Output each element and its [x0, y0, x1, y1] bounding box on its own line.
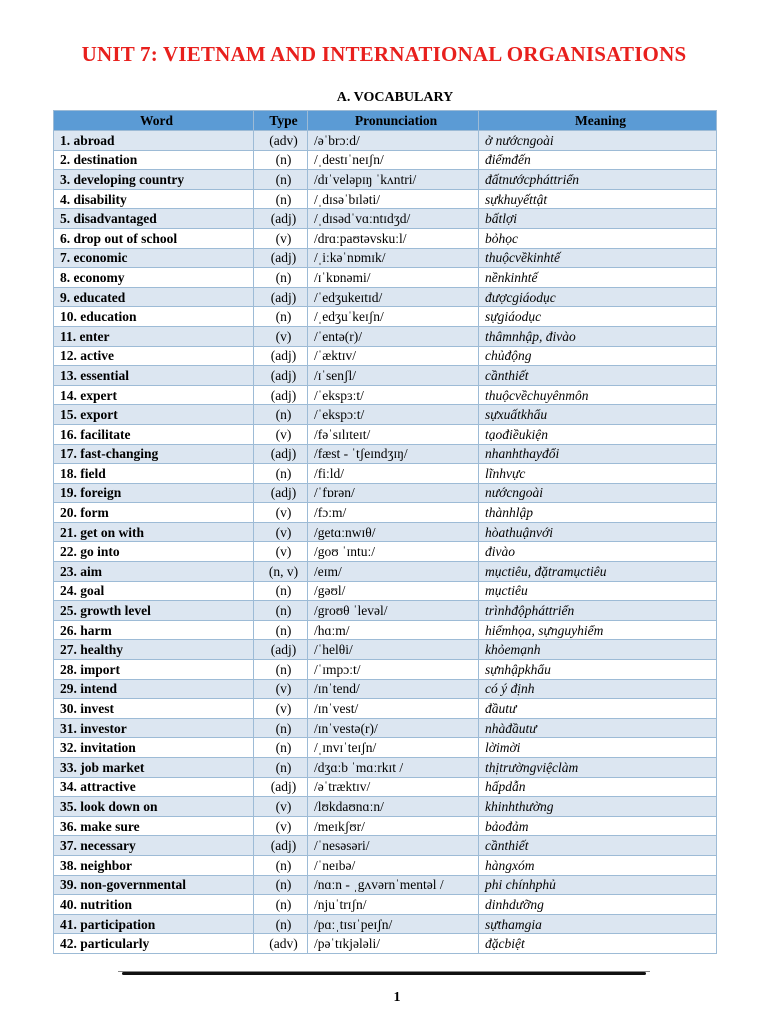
pronunciation-cell: /hɑːm/: [308, 620, 479, 640]
header-pronunciation: Pronunciation: [308, 111, 479, 131]
pronunciation-cell: /drɑːpaʊtəvskuːl/: [308, 228, 479, 248]
meaning-cell: sựkhuyếttật: [479, 189, 717, 209]
meaning-cell: hiểmhọa, sựnguyhiểm: [479, 620, 717, 640]
pronunciation-cell: /fiːld/: [308, 464, 479, 484]
table-row: [54, 581, 717, 601]
vocabulary-rows: [54, 131, 717, 954]
table-row: [54, 934, 717, 954]
pronunciation-cell: /dɪˈveləpɪŋ ˈkʌntri/: [308, 170, 479, 190]
pronunciation-cell: /ˈɪmpɔːt/: [308, 660, 479, 680]
meaning-cell: lờimời: [479, 738, 717, 758]
word-cell: 9. educated: [54, 287, 254, 307]
word-cell: 13. essential: [54, 366, 254, 386]
type-cell: (v): [254, 522, 308, 542]
word-cell: 29. intend: [54, 679, 254, 699]
word-cell: 12. active: [54, 346, 254, 366]
word-cell: 10. education: [54, 307, 254, 327]
word-cell: 31. investor: [54, 718, 254, 738]
meaning-cell: thànhlập: [479, 503, 717, 523]
table-row: [54, 522, 717, 542]
type-cell: (adj): [254, 836, 308, 856]
table-row: [54, 777, 717, 797]
pronunciation-cell: /pəˈtɪkjələli/: [308, 934, 479, 954]
pronunciation-cell: /ˈentə(r)/: [308, 326, 479, 346]
pronunciation-cell: /əˈtræktɪv/: [308, 777, 479, 797]
meaning-cell: bấtlợi: [479, 209, 717, 229]
pronunciation-cell: /fəˈsɪlɪteɪt/: [308, 424, 479, 444]
meaning-cell: chủđộng: [479, 346, 717, 366]
meaning-cell: dinhdưỡng: [479, 895, 717, 915]
pronunciation-cell: /ˈæktɪv/: [308, 346, 479, 366]
type-cell: (n): [254, 307, 308, 327]
header-type: Type: [254, 111, 308, 131]
meaning-cell: thâmnhập, đivào: [479, 326, 717, 346]
type-cell: (n): [254, 914, 308, 934]
meaning-cell: mụctiêu: [479, 581, 717, 601]
word-cell: 17. fast-changing: [54, 444, 254, 464]
type-cell: (v): [254, 228, 308, 248]
table-row: [54, 855, 717, 875]
meaning-cell: sựgiáodục: [479, 307, 717, 327]
type-cell: (n): [254, 855, 308, 875]
word-cell: 40. nutrition: [54, 895, 254, 915]
word-cell: 26. harm: [54, 620, 254, 640]
table-row: [54, 385, 717, 405]
type-cell: (n): [254, 738, 308, 758]
meaning-cell: nướcngoài: [479, 483, 717, 503]
pronunciation-cell: /ˌdɪsəˈbɪləti/: [308, 189, 479, 209]
table-row: [54, 758, 717, 778]
type-cell: (n): [254, 150, 308, 170]
word-cell: 7. economic: [54, 248, 254, 268]
pronunciation-cell: /ɪˈkɒnəmi/: [308, 268, 479, 288]
type-cell: (v): [254, 679, 308, 699]
meaning-cell: nhanhthayđổi: [479, 444, 717, 464]
type-cell: (adj): [254, 444, 308, 464]
pronunciation-cell: /dʒɑːb ˈmɑːrkɪt /: [308, 758, 479, 778]
pronunciation-cell: /groʊθ ˈlevəl/: [308, 601, 479, 621]
table-row: [54, 170, 717, 190]
table-row: [54, 660, 717, 680]
type-cell: (n): [254, 464, 308, 484]
pronunciation-cell: /ˈhelθi/: [308, 640, 479, 660]
pronunciation-cell: /eɪm/: [308, 562, 479, 582]
word-cell: 30. invest: [54, 699, 254, 719]
word-cell: 27. healthy: [54, 640, 254, 660]
table-row: [54, 679, 717, 699]
pronunciation-cell: /meɪkʃʊr/: [308, 816, 479, 836]
word-cell: 1. abroad: [54, 131, 254, 151]
meaning-cell: sựxuấtkhẩu: [479, 405, 717, 425]
word-cell: 5. disadvantaged: [54, 209, 254, 229]
table-row: [54, 131, 717, 151]
meaning-cell: đivào: [479, 542, 717, 562]
pronunciation-cell: /ˌɪnvɪˈteɪʃn/: [308, 738, 479, 758]
header-meaning: Meaning: [479, 111, 717, 131]
table-row: [54, 189, 717, 209]
type-cell: (adj): [254, 248, 308, 268]
word-cell: 16. facilitate: [54, 424, 254, 444]
type-cell: (v): [254, 542, 308, 562]
table-row: [54, 640, 717, 660]
word-cell: 24. goal: [54, 581, 254, 601]
word-cell: 38. neighbor: [54, 855, 254, 875]
pronunciation-cell: /pɑːˌtɪsɪˈpeɪʃn/: [308, 914, 479, 934]
meaning-cell: hấpdẫn: [479, 777, 717, 797]
word-cell: 25. growth level: [54, 601, 254, 621]
pronunciation-cell: /fæst - ˈtʃeɪndʒɪŋ/: [308, 444, 479, 464]
table-row: [54, 424, 717, 444]
pronunciation-cell: /ˈfɒrən/: [308, 483, 479, 503]
word-cell: 28. import: [54, 660, 254, 680]
word-cell: 6. drop out of school: [54, 228, 254, 248]
pronunciation-cell: /ɪnˈtend/: [308, 679, 479, 699]
pronunciation-cell: /ɪnˈvest/: [308, 699, 479, 719]
word-cell: 15. export: [54, 405, 254, 425]
meaning-cell: đầutư: [479, 699, 717, 719]
type-cell: (n, v): [254, 562, 308, 582]
meaning-cell: điểmđến: [479, 150, 717, 170]
vocabulary-table: [53, 110, 717, 954]
meaning-cell: nhàđầutư: [479, 718, 717, 738]
pronunciation-cell: /ˌdestɪˈneɪʃn/: [308, 150, 479, 170]
word-cell: 20. form: [54, 503, 254, 523]
word-cell: 41. participation: [54, 914, 254, 934]
table-row: [54, 444, 717, 464]
type-cell: (n): [254, 875, 308, 895]
meaning-cell: bảođảm: [479, 816, 717, 836]
table-header-row: [54, 111, 717, 131]
word-cell: 42. particularly: [54, 934, 254, 954]
meaning-cell: trìnhđộpháttriển: [479, 601, 717, 621]
word-cell: 2. destination: [54, 150, 254, 170]
meaning-cell: cầnthiết: [479, 366, 717, 386]
table-row: [54, 797, 717, 817]
table-row: [54, 699, 717, 719]
pronunciation-cell: /goʊ ˈɪntuː/: [308, 542, 479, 562]
word-cell: 22. go into: [54, 542, 254, 562]
type-cell: (v): [254, 503, 308, 523]
table-row: [54, 738, 717, 758]
table-row: [54, 562, 717, 582]
table-row: [54, 248, 717, 268]
table-row: [54, 718, 717, 738]
pronunciation-cell: /lʊkdaʊnɑːn/: [308, 797, 479, 817]
table-row: [54, 228, 717, 248]
meaning-cell: phi chínhphủ: [479, 875, 717, 895]
meaning-cell: thuộcvềkinhtế: [479, 248, 717, 268]
table-row: [54, 483, 717, 503]
meaning-cell: có ý định: [479, 679, 717, 699]
type-cell: (n): [254, 268, 308, 288]
type-cell: (adj): [254, 366, 308, 386]
type-cell: (adj): [254, 483, 308, 503]
pronunciation-cell: /ˈedʒukeɪtɪd/: [308, 287, 479, 307]
pronunciation-cell: /nɑːn - ˌgʌvərnˈmentəl /: [308, 875, 479, 895]
word-cell: 23. aim: [54, 562, 254, 582]
type-cell: (n): [254, 405, 308, 425]
page-number: 1: [393, 990, 401, 1005]
pronunciation-cell: /fɔːm/: [308, 503, 479, 523]
pronunciation-cell: /getɑːnwɪθ/: [308, 522, 479, 542]
meaning-cell: nềnkinhtế: [479, 268, 717, 288]
meaning-cell: sựthamgia: [479, 914, 717, 934]
page-title: UNIT 7: VIETNAM AND INTERNATIONAL ORGANISATIONS: [81, 42, 687, 66]
type-cell: (n): [254, 718, 308, 738]
meaning-cell: ở nướcngoài: [479, 131, 717, 151]
meaning-cell: mụctiêu, đặtramụctiêu: [479, 562, 717, 582]
table-row: [54, 150, 717, 170]
pronunciation-cell: /ɪˈsenʃl/: [308, 366, 479, 386]
meaning-cell: thuộcvềchuyênmôn: [479, 385, 717, 405]
type-cell: (adj): [254, 777, 308, 797]
table-row: [54, 875, 717, 895]
section-heading: A. VOCABULARY: [336, 90, 454, 105]
word-cell: 33. job market: [54, 758, 254, 778]
type-cell: (n): [254, 660, 308, 680]
type-cell: (adv): [254, 934, 308, 954]
word-cell: 21. get on with: [54, 522, 254, 542]
word-cell: 34. attractive: [54, 777, 254, 797]
type-cell: (n): [254, 620, 308, 640]
pronunciation-cell: /ˈneɪbə/: [308, 855, 479, 875]
type-cell: (n): [254, 189, 308, 209]
type-cell: (v): [254, 424, 308, 444]
type-cell: (v): [254, 326, 308, 346]
table-row: [54, 816, 717, 836]
table-row: [54, 895, 717, 915]
word-cell: 3. developing country: [54, 170, 254, 190]
table-row: [54, 366, 717, 386]
word-cell: 37. necessary: [54, 836, 254, 856]
header-word: Word: [54, 111, 254, 131]
table-row: [54, 326, 717, 346]
table-row: [54, 601, 717, 621]
table-row: [54, 620, 717, 640]
type-cell: (adj): [254, 346, 308, 366]
type-cell: (v): [254, 797, 308, 817]
type-cell: (n): [254, 581, 308, 601]
footer-rule: [122, 972, 646, 975]
table-row: [54, 209, 717, 229]
pronunciation-cell: /njuˈtrɪʃn/: [308, 895, 479, 915]
word-cell: 32. invitation: [54, 738, 254, 758]
meaning-cell: hàngxóm: [479, 855, 717, 875]
word-cell: 36. make sure: [54, 816, 254, 836]
table-row: [54, 287, 717, 307]
type-cell: (v): [254, 699, 308, 719]
table-row: [54, 836, 717, 856]
meaning-cell: sựnhậpkhẩu: [479, 660, 717, 680]
pronunciation-cell: /ˈekspɔːt/: [308, 405, 479, 425]
word-cell: 4. disability: [54, 189, 254, 209]
meaning-cell: khinhthường: [479, 797, 717, 817]
type-cell: (v): [254, 816, 308, 836]
word-cell: 35. look down on: [54, 797, 254, 817]
type-cell: (adv): [254, 131, 308, 151]
word-cell: 8. economy: [54, 268, 254, 288]
meaning-cell: thịtrườngviệclàm: [479, 758, 717, 778]
meaning-cell: đặcbiệt: [479, 934, 717, 954]
type-cell: (n): [254, 895, 308, 915]
type-cell: (n): [254, 170, 308, 190]
word-cell: 14. expert: [54, 385, 254, 405]
word-cell: 18. field: [54, 464, 254, 484]
pronunciation-cell: /gəʊl/: [308, 581, 479, 601]
table-row: [54, 405, 717, 425]
meaning-cell: tạođiềukiện: [479, 424, 717, 444]
type-cell: (adj): [254, 385, 308, 405]
pronunciation-cell: /ˌedʒuˈkeɪʃn/: [308, 307, 479, 327]
pronunciation-cell: /ˈekspɜːt/: [308, 385, 479, 405]
pronunciation-cell: /ˌdɪsədˈvɑːntɪdʒd/: [308, 209, 479, 229]
pronunciation-cell: /ˈnesəsəri/: [308, 836, 479, 856]
type-cell: (adj): [254, 287, 308, 307]
type-cell: (adj): [254, 209, 308, 229]
meaning-cell: khỏemạnh: [479, 640, 717, 660]
pronunciation-cell: /ɪnˈvestə(r)/: [308, 718, 479, 738]
pronunciation-cell: /ˌiːkəˈnɒmɪk/: [308, 248, 479, 268]
word-cell: 19. foreign: [54, 483, 254, 503]
type-cell: (adj): [254, 640, 308, 660]
meaning-cell: bỏhọc: [479, 228, 717, 248]
meaning-cell: cầnthiết: [479, 836, 717, 856]
meaning-cell: lĩnhvực: [479, 464, 717, 484]
table-row: [54, 346, 717, 366]
word-cell: 39. non-governmental: [54, 875, 254, 895]
table-row: [54, 503, 717, 523]
type-cell: (n): [254, 758, 308, 778]
table-row: [54, 914, 717, 934]
meaning-cell: hòathuậnvới: [479, 522, 717, 542]
pronunciation-cell: /əˈbrɔːd/: [308, 131, 479, 151]
meaning-cell: đấtnướcpháttriển: [479, 170, 717, 190]
table-row: [54, 268, 717, 288]
table-row: [54, 542, 717, 562]
table-row: [54, 307, 717, 327]
type-cell: (n): [254, 601, 308, 621]
word-cell: 11. enter: [54, 326, 254, 346]
table-row: [54, 464, 717, 484]
meaning-cell: đượcgiáodục: [479, 287, 717, 307]
